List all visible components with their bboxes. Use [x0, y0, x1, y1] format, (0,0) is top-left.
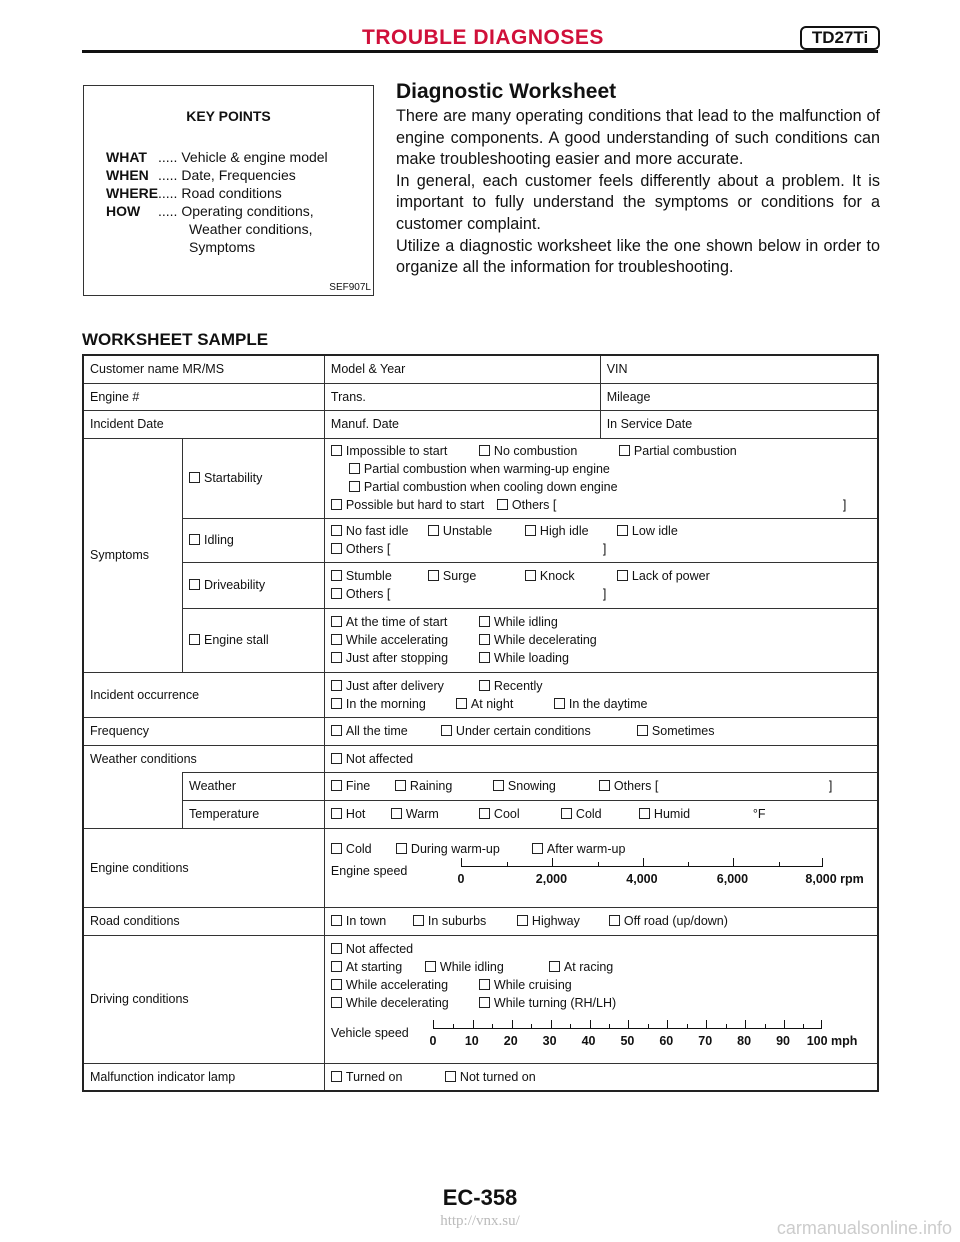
engine-number-field[interactable]: Engine #	[83, 383, 324, 410]
checkbox[interactable]	[479, 997, 490, 1008]
checkbox[interactable]	[331, 616, 342, 627]
frequency-options: All the time Under certain conditions Sometimes	[324, 717, 878, 745]
model-year-field[interactable]: Model & Year	[324, 355, 600, 383]
vin-field[interactable]: VIN	[600, 355, 878, 383]
scale-label: 2,000	[535, 871, 568, 886]
checkbox[interactable]	[441, 725, 452, 736]
vehicle-speed-tick	[551, 1020, 552, 1028]
checkbox[interactable]	[331, 543, 342, 554]
checkbox[interactable]	[445, 1071, 456, 1082]
checkbox[interactable]	[349, 481, 360, 492]
table-row	[83, 717, 878, 745]
road-conditions-options: In town In suburbs Highway Off road (up/down)	[324, 907, 878, 935]
vehicle-speed-tick	[648, 1024, 649, 1028]
table-row	[83, 745, 878, 772]
vehicle-speed-tick	[473, 1020, 474, 1028]
vehicle-speed-tick	[667, 1020, 668, 1028]
watermark: carmanualsonline.info	[776, 1218, 952, 1238]
scale-label: 50	[620, 1034, 635, 1048]
key-point-continued: Symptoms	[189, 239, 256, 255]
checkbox[interactable]	[331, 652, 342, 663]
scale-label: 8,000 rpm	[805, 871, 864, 886]
vehicle-speed-tick	[628, 1020, 629, 1028]
checkbox[interactable]	[479, 979, 490, 990]
incident-occurrence-label: Incident occurrence	[83, 672, 324, 717]
header-rule	[82, 50, 878, 53]
checkbox[interactable]	[479, 808, 490, 819]
engine-speed-tick	[733, 858, 734, 866]
checkbox[interactable]	[331, 725, 342, 736]
checkbox[interactable]	[331, 570, 342, 581]
checkbox[interactable]	[525, 525, 536, 536]
idling-options: No fast idle Unstable High idle Low idle Others [ ]	[324, 518, 878, 562]
scale-label: 60	[659, 1034, 674, 1048]
engine-speed-tick	[643, 858, 644, 866]
vehicle-speed-bar[interactable]	[433, 1020, 822, 1029]
idling-cell[interactable]: Idling	[183, 518, 325, 562]
checkbox[interactable]	[331, 698, 342, 709]
vehicle-speed-label: Vehicle speed	[330, 1026, 409, 1040]
table-row	[83, 383, 878, 410]
intro-paragraph: In general, each customer feels differently about a problem. It is important to fully understand the symptoms or conditions for a customer complaint.	[396, 171, 880, 233]
key-point-continued: Weather conditions,	[189, 221, 313, 237]
scale-label: 0	[457, 871, 465, 886]
engine-speed-bar[interactable]	[461, 858, 823, 867]
figure-reference: SEF907L	[329, 282, 371, 293]
engine-speed-scale	[331, 858, 871, 898]
engine-speed-tick	[507, 862, 508, 866]
vehicle-speed-tick	[570, 1024, 571, 1028]
scale-label: 20	[503, 1034, 518, 1048]
table-row	[83, 800, 878, 828]
service-date-field[interactable]: In Service Date	[600, 410, 878, 438]
vehicle-speed-tick	[726, 1024, 727, 1028]
scale-label: 30	[542, 1034, 557, 1048]
mileage-field[interactable]: Mileage	[600, 383, 878, 410]
checkbox[interactable]	[331, 634, 342, 645]
checkbox[interactable]	[331, 680, 342, 691]
page-heading: Diagnostic Worksheet	[396, 80, 617, 103]
table-row	[83, 562, 878, 608]
checkbox[interactable]	[479, 445, 490, 456]
engine-stall-options: At the time of start While idling While accelerating While decelerating Just after stopping While loading	[324, 608, 878, 672]
vehicle-speed-tick	[512, 1020, 513, 1028]
key-point-row: HOW ..... Operating conditions,	[106, 203, 314, 219]
intro-paragraph: There are many operating conditions that lead to the malfunction of engine components. A good understanding of such conditions can make troubleshooting easier and more accurate.	[396, 107, 880, 169]
vehicle-speed-tick	[706, 1020, 707, 1028]
checkbox[interactable]	[497, 499, 508, 510]
checkbox[interactable]	[391, 808, 402, 819]
vehicle-speed-tick	[803, 1024, 804, 1028]
checkbox[interactable]	[479, 680, 490, 691]
checkbox[interactable]	[331, 499, 342, 510]
trans-field[interactable]: Trans.	[324, 383, 600, 410]
incident-occurrence-options: Just after delivery Recently In the morning At night In the daytime	[324, 672, 878, 717]
scale-label: 100 mph	[806, 1034, 858, 1048]
weather-indent	[83, 772, 183, 828]
key-point-row: WHAT ..... Vehicle & engine model	[106, 149, 328, 165]
table-row	[83, 608, 878, 672]
checkbox[interactable]	[554, 698, 565, 709]
scale-label: 0	[429, 1034, 437, 1048]
checkbox[interactable]	[639, 808, 650, 819]
checkbox[interactable]	[609, 915, 620, 926]
worksheet-title: WORKSHEET SAMPLE	[82, 330, 269, 349]
engine-badge: TD27Ti	[800, 26, 880, 50]
weather-options: Fine Raining Snowing Others [ ]	[324, 772, 878, 800]
checkbox[interactable]	[331, 525, 342, 536]
table-row	[83, 828, 878, 907]
scale-label: 90	[776, 1034, 790, 1048]
checkbox[interactable]	[396, 843, 407, 854]
checkbox[interactable]	[479, 652, 490, 663]
vehicle-speed-tick	[609, 1024, 610, 1028]
vehicle-speed-tick	[492, 1024, 493, 1028]
intro-paragraph: Utilize a diagnostic worksheet like the one shown below in order to organize all the information for troubleshooting.	[396, 236, 880, 277]
checkbox[interactable]	[331, 979, 342, 990]
checkbox[interactable]	[331, 961, 342, 972]
table-row	[83, 1063, 878, 1091]
source-link[interactable]: http://vnx.su/	[440, 1213, 520, 1229]
weather-conditions-label: Weather conditions	[83, 745, 324, 772]
checkbox[interactable]	[549, 961, 560, 972]
manuf-date-field[interactable]: Manuf. Date	[324, 410, 600, 438]
temperature-options: Hot Warm Cool Cold Humid °F	[324, 800, 878, 828]
worksheet-table	[82, 354, 879, 1092]
checkbox[interactable]	[349, 463, 360, 474]
checkbox[interactable]	[456, 698, 467, 709]
checkbox[interactable]	[428, 525, 439, 536]
intro-text	[396, 106, 880, 279]
checkbox[interactable]	[525, 570, 536, 581]
temperature-label: Temperature	[183, 800, 325, 828]
incident-date-field[interactable]: Incident Date	[83, 410, 324, 438]
driveability-cell[interactable]: Driveability	[183, 562, 325, 608]
checkbox[interactable]	[425, 961, 436, 972]
checkbox[interactable]	[189, 634, 200, 645]
startability-options: Impossible to start No combustion Partial combustion Partial combustion when warming-up engine Partial combustion when cooling down engine Possible but hard to start Others [ ]	[324, 438, 878, 518]
checkbox[interactable]	[479, 616, 490, 627]
scale-label: 6,000	[716, 871, 749, 886]
scale-label: 10	[464, 1034, 479, 1048]
vehicle-speed-scale	[331, 1020, 871, 1060]
scale-label: 70	[698, 1034, 713, 1048]
key-point-row: WHERE..... Road conditions	[106, 185, 282, 201]
checkbox[interactable]	[617, 525, 628, 536]
table-row	[83, 518, 878, 562]
checkbox[interactable]	[331, 943, 342, 954]
driving-conditions-label: Driving conditions	[83, 935, 324, 1063]
table-row	[83, 672, 878, 717]
checkbox[interactable]	[517, 915, 528, 926]
mil-options: Turned on Not turned on	[324, 1063, 878, 1091]
engine-speed-tick	[598, 862, 599, 866]
checkbox[interactable]	[493, 780, 504, 791]
table-row	[83, 355, 878, 383]
checkbox[interactable]	[331, 808, 342, 819]
page-number: EC-358	[442, 1185, 518, 1210]
checkbox[interactable]	[617, 570, 628, 581]
customer-name-field[interactable]: Customer name MR/MS	[83, 355, 324, 383]
checkbox[interactable]	[479, 634, 490, 645]
checkbox[interactable]	[189, 472, 200, 483]
road-conditions-label: Road conditions	[83, 907, 324, 935]
checkbox[interactable]	[189, 579, 200, 590]
engine-speed-label: Engine speed	[330, 863, 408, 878]
checkbox[interactable]	[331, 588, 342, 599]
checkbox[interactable]	[331, 780, 342, 791]
scale-label: 80	[737, 1034, 752, 1048]
checkbox[interactable]	[599, 780, 610, 791]
driving-conditions-options: Not affected At starting While idling At racing While accelerating While cruising While decelerating While turning (RH/LH) Vehicle speed 0 10 20 30 40 50 60 70 80 90 100 mph	[324, 935, 878, 1063]
vehicle-speed-tick	[531, 1024, 532, 1028]
scale-label: 4,000	[626, 871, 658, 886]
driveability-options: Stumble Surge Knock Lack of power Others [ ]	[324, 562, 878, 608]
checkbox[interactable]	[331, 753, 342, 764]
key-point-row: WHEN ..... Date, Frequencies	[106, 167, 296, 183]
weather-conditions-options: Not affected	[324, 745, 878, 772]
symptoms-label: Symptoms	[83, 438, 183, 672]
key-points-figure	[83, 85, 374, 296]
weather-label: Weather	[183, 772, 325, 800]
scale-label: 40	[581, 1034, 596, 1048]
checkbox[interactable]	[331, 915, 342, 926]
checkbox[interactable]	[189, 534, 200, 545]
startability-cell[interactable]: Startability	[183, 438, 325, 518]
engine-speed-tick	[552, 858, 553, 866]
checkbox[interactable]	[561, 808, 572, 819]
checkbox[interactable]	[532, 843, 543, 854]
checkbox[interactable]	[331, 997, 342, 1008]
engine-conditions-options: Cold During warm-up After warm-up Engine speed 0 2,000 4,000 6,000 8,000 rpm	[324, 828, 878, 907]
table-row	[83, 907, 878, 935]
checkbox[interactable]	[331, 1071, 342, 1082]
frequency-label: Frequency	[83, 717, 324, 745]
checkbox[interactable]	[619, 445, 630, 456]
vehicle-speed-tick	[745, 1020, 746, 1028]
checkbox[interactable]	[428, 570, 439, 581]
table-row	[83, 772, 878, 800]
checkbox[interactable]	[395, 780, 406, 791]
engine-speed-tick	[779, 862, 780, 866]
vehicle-speed-tick	[590, 1020, 591, 1028]
checkbox[interactable]	[331, 843, 342, 854]
table-row	[83, 438, 878, 518]
vehicle-speed-tick	[453, 1024, 454, 1028]
checkbox[interactable]	[637, 725, 648, 736]
vehicle-speed-tick	[765, 1024, 766, 1028]
engine-conditions-label: Engine conditions	[83, 828, 324, 907]
engine-stall-cell[interactable]: Engine stall	[183, 608, 325, 672]
table-row	[83, 935, 878, 1063]
engine-speed-tick	[688, 862, 689, 866]
vehicle-speed-tick	[784, 1020, 785, 1028]
section-title: TROUBLE DIAGNOSES	[362, 26, 604, 49]
checkbox[interactable]	[413, 915, 424, 926]
vehicle-speed-tick	[687, 1024, 688, 1028]
table-row	[83, 410, 878, 438]
mil-label: Malfunction indicator lamp	[83, 1063, 324, 1091]
key-points-title: KEY POINTS	[186, 108, 271, 124]
checkbox[interactable]	[331, 445, 342, 456]
